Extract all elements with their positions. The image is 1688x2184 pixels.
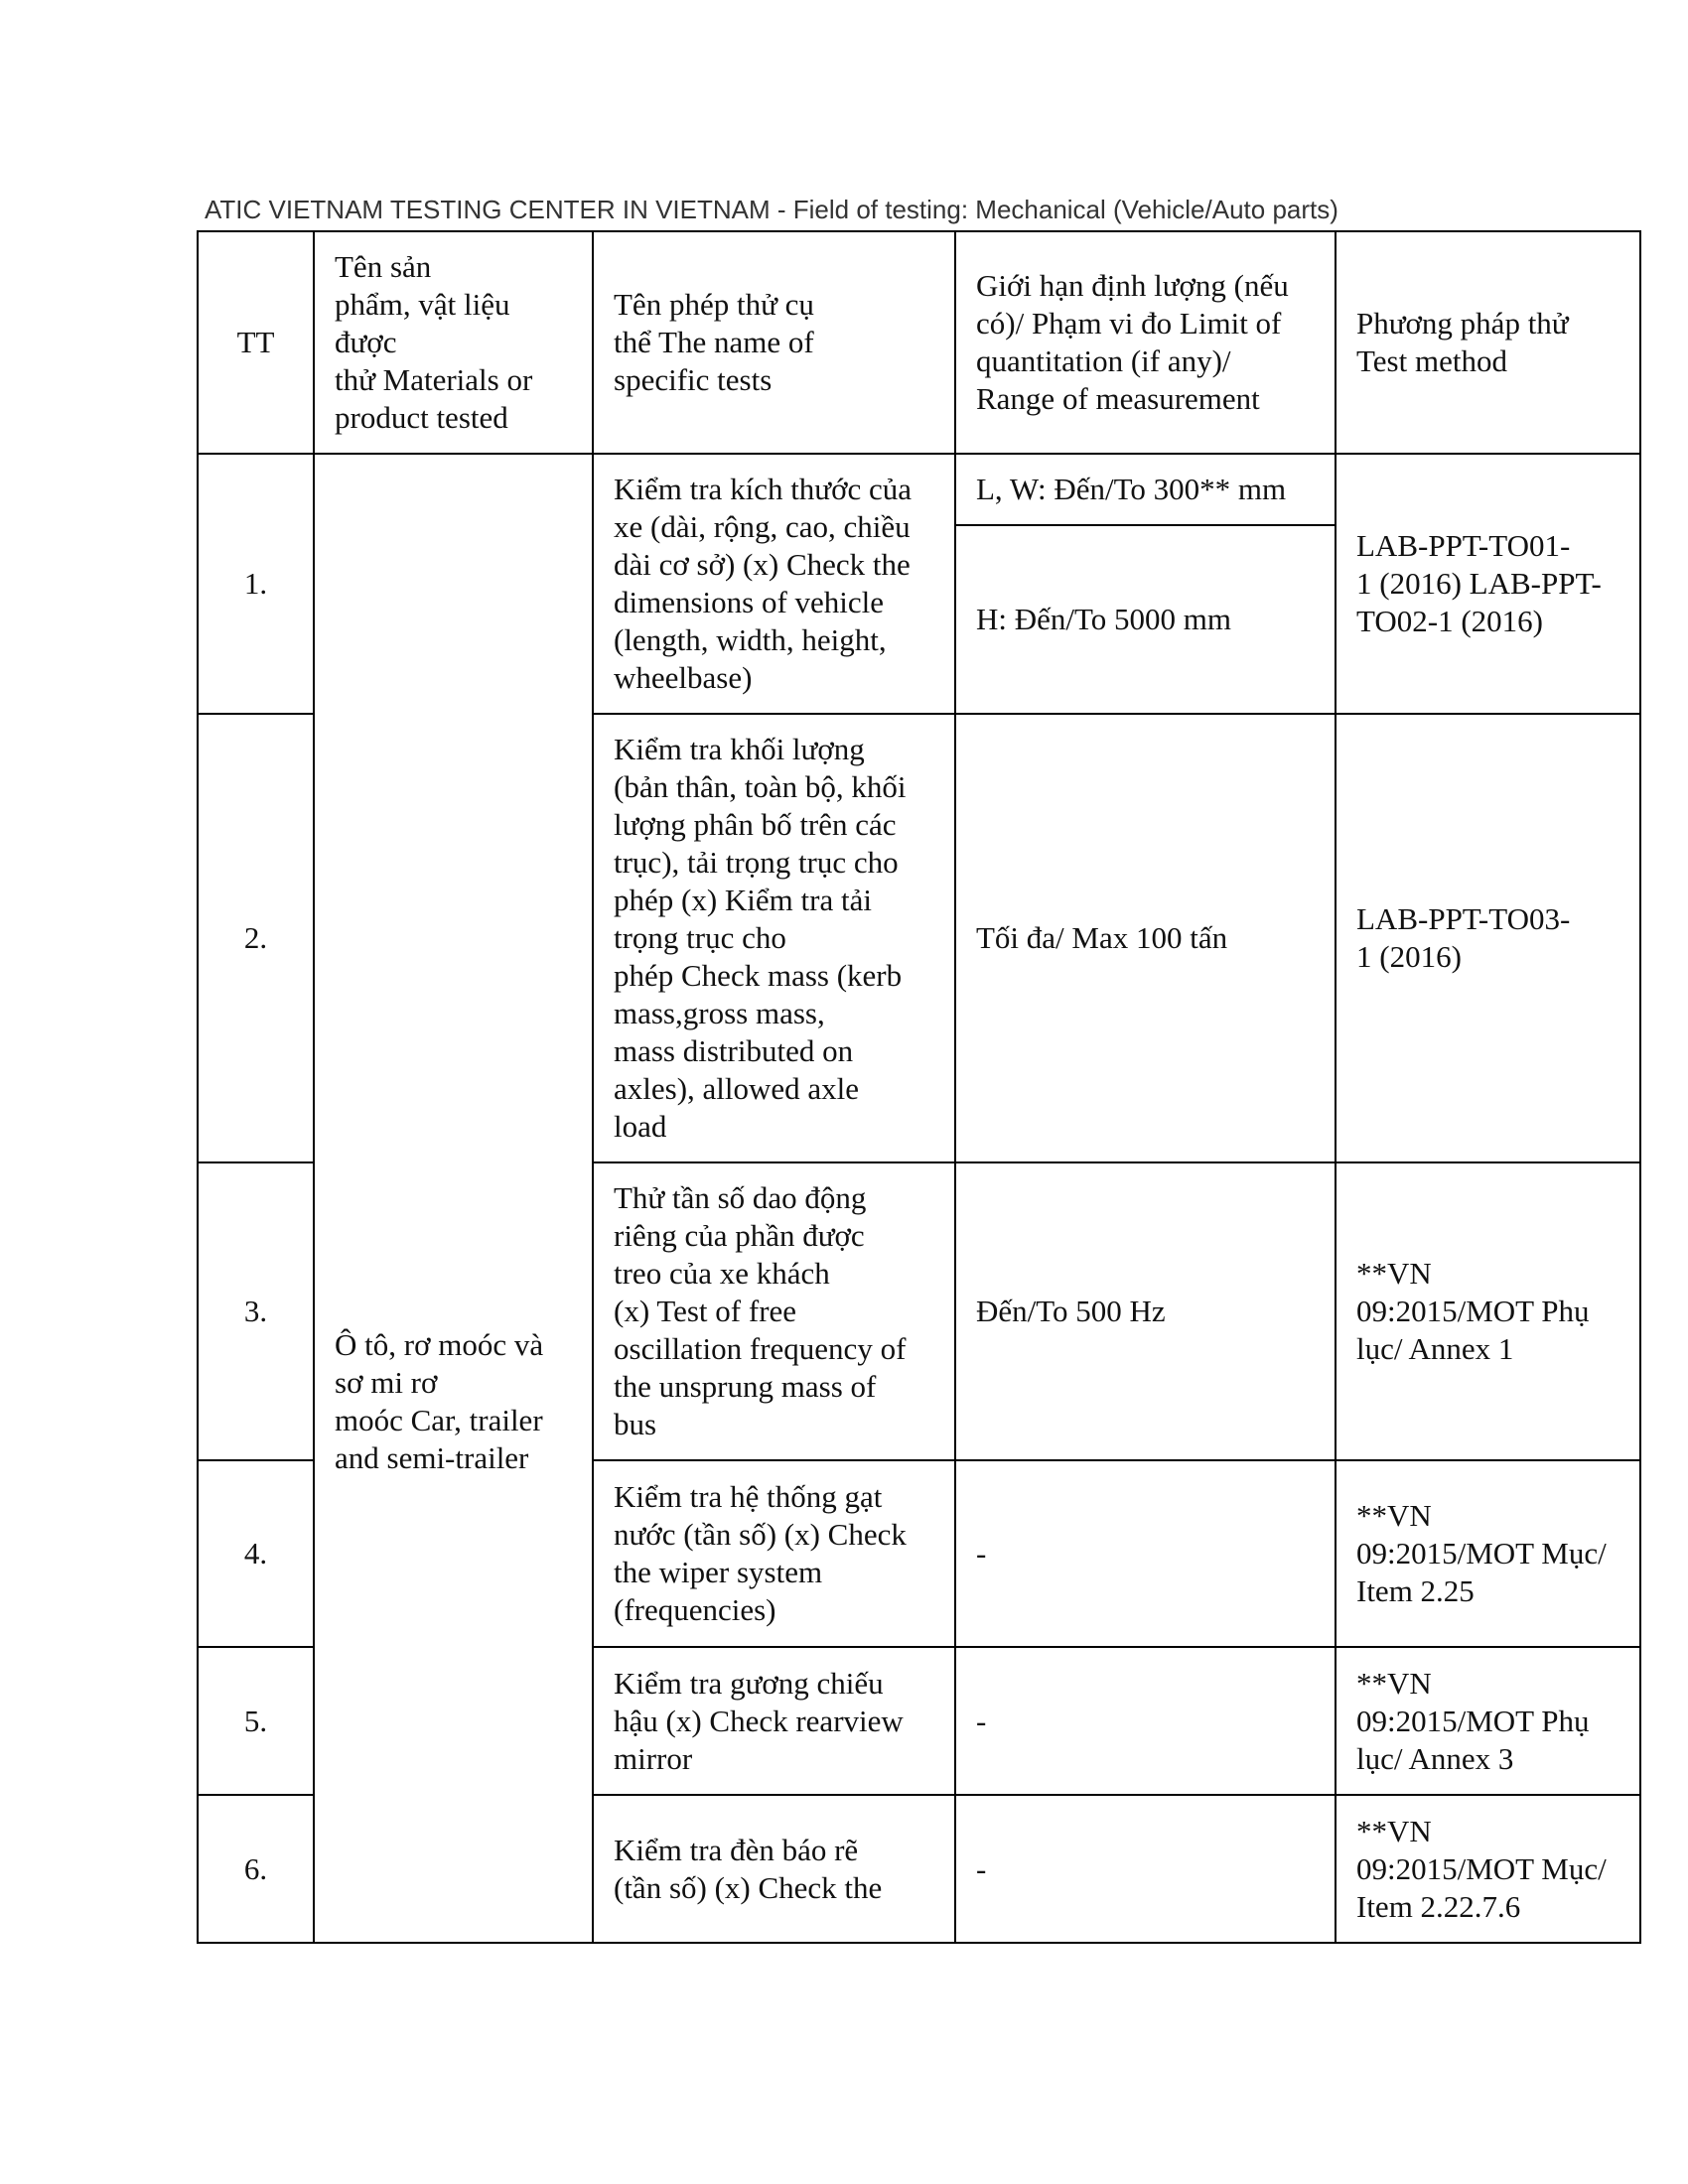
header-product [314,231,593,454]
method-cell [1336,1162,1640,1460]
test-line: (tần số) (x) Check the [614,1869,883,1905]
test-line: (bản thân, toàn bộ, khối [614,769,907,804]
header-range-line: Range of measurement [976,381,1260,416]
method-line: **VN [1356,1256,1432,1291]
method-line: lục/ Annex 1 [1356,1331,1514,1366]
test-line: wheelbase) [614,660,753,695]
row-number: 6. [198,1795,314,1943]
product-line: Ô tô, rơ moóc và [335,1327,544,1362]
method-line: 09:2015/MOT Mục/ [1356,1536,1607,1570]
method-line: **VN [1356,1665,1432,1701]
method-line: 09:2015/MOT Phụ [1356,1703,1590,1738]
test-line: riêng của phần được [614,1218,865,1253]
header-range [955,231,1336,454]
method-line: TO02-1 (2016) [1356,604,1543,638]
test-line: nước (tần số) (x) Check [614,1517,907,1552]
product-line: and semi-trailer [335,1440,529,1475]
method-line: **VN [1356,1813,1432,1848]
test-name-cell [593,1162,955,1460]
product-cell [314,454,593,1943]
header-range-line: quantitation (if any)/ [976,343,1231,378]
test-line: phép (x) Kiểm tra tải [614,883,872,917]
row-number: 4. [198,1460,314,1647]
page-header: ATIC VIETNAM TESTING CENTER IN VIETNAM - Field of testing: Mechanical (Vehicle/Auto parts) [205,195,1338,224]
test-name-cell [593,1460,955,1647]
range-cell: Tối đa/ Max 100 tấn [955,714,1336,1162]
method-line: Item 2.22.7.6 [1356,1888,1521,1924]
method-line: LAB-PPT-TO01- [1356,528,1571,563]
test-line: (length, width, height, [614,622,887,657]
test-line: dimensions of vehicle [614,585,885,619]
test-line: mirror [614,1740,693,1776]
row-number: 2. [198,714,314,1162]
range-cell: - [955,1460,1336,1647]
method-line: **VN [1356,1498,1432,1533]
method-line: lục/ Annex 3 [1356,1740,1514,1776]
header-tt: TT [198,231,314,454]
test-line: mass,gross mass, [614,996,825,1030]
method-line: LAB-PPT-TO03- [1356,901,1571,936]
header-test-line: Tên phép thử cụ [614,287,814,322]
range-cell: H: Đến/To 5000 mm [955,525,1336,714]
test-line: (x) Test of free [614,1294,797,1328]
test-line: Kiểm tra hệ thống gạt [614,1479,883,1514]
header-product-line: phẩm, vật liệu [335,287,510,322]
method-line: 1 (2016) [1356,939,1462,974]
test-line: dài cơ sở) (x) Check the [614,547,911,582]
test-line: trục), tải trọng trục cho [614,845,899,880]
method-line: 09:2015/MOT Phụ [1356,1294,1590,1328]
header-test-line: thể The name of [614,325,814,359]
test-line: axles), allowed axle [614,1071,860,1106]
test-name-cell [593,454,955,714]
header-method-line: Phương pháp thử [1356,306,1569,341]
test-line: hậu (x) Check rearview [614,1703,904,1738]
test-line: phép Check mass (kerb [614,958,903,993]
test-line: Kiểm tra gương chiếu [614,1665,884,1701]
range-cell: Đến/To 500 Hz [955,1162,1336,1460]
row-number: 3. [198,1162,314,1460]
header-method [1336,231,1640,454]
header-product-line: Tên sản [335,249,432,284]
header-range-line: Giới hạn định lượng (nếu [976,268,1289,303]
method-line: 1 (2016) LAB-PPT- [1356,566,1602,601]
header-product-line: product tested [335,400,508,435]
range-cell: - [955,1795,1336,1943]
test-line: lượng phân bố trên các [614,807,897,842]
header-test-line: specific tests [614,362,773,397]
test-line: mass distributed on [614,1033,854,1068]
test-scope-table [197,230,1641,1944]
header-product-line: được [335,325,397,359]
test-line: trọng trục cho [614,920,786,955]
method-cell [1336,454,1640,714]
test-line: the wiper system [614,1555,823,1589]
method-line: Item 2.25 [1356,1573,1475,1608]
test-line: the unsprung mass of [614,1369,877,1404]
range-cell: L, W: Đến/To 300** mm [955,454,1336,525]
row-number: 1. [198,454,314,714]
method-cell [1336,1647,1640,1795]
range-cell: - [955,1647,1336,1795]
method-line: 09:2015/MOT Mục/ [1356,1850,1607,1886]
product-line: moóc Car, trailer [335,1403,543,1437]
table-header-row [198,231,1640,454]
header-test-name [593,231,955,454]
table-row [198,454,1640,525]
test-line: treo của xe khách [614,1256,830,1291]
header-product-line: thử Materials or [335,362,533,397]
test-name-cell [593,1647,955,1795]
product-line: sơ mi rơ [335,1365,438,1400]
test-line: oscillation frequency of [614,1331,907,1366]
test-line: Kiểm tra kích thước của [614,472,913,506]
test-line: Thử tần số dao động [614,1180,867,1215]
test-line: load [614,1109,667,1144]
header-range-line: có)/ Phạm vi đo Limit of [976,306,1282,341]
header-method-line: Test method [1356,343,1507,378]
test-line: xe (dài, rộng, cao, chiều [614,509,911,544]
test-line: Kiểm tra đèn báo rẽ [614,1832,859,1867]
row-number: 5. [198,1647,314,1795]
test-name-cell [593,714,955,1162]
test-line: Kiểm tra khối lượng [614,732,865,766]
test-line: bus [614,1407,657,1441]
test-line: (frequencies) [614,1592,776,1627]
method-cell [1336,714,1640,1162]
method-cell [1336,1795,1640,1943]
test-name-cell [593,1795,955,1943]
method-cell [1336,1460,1640,1647]
